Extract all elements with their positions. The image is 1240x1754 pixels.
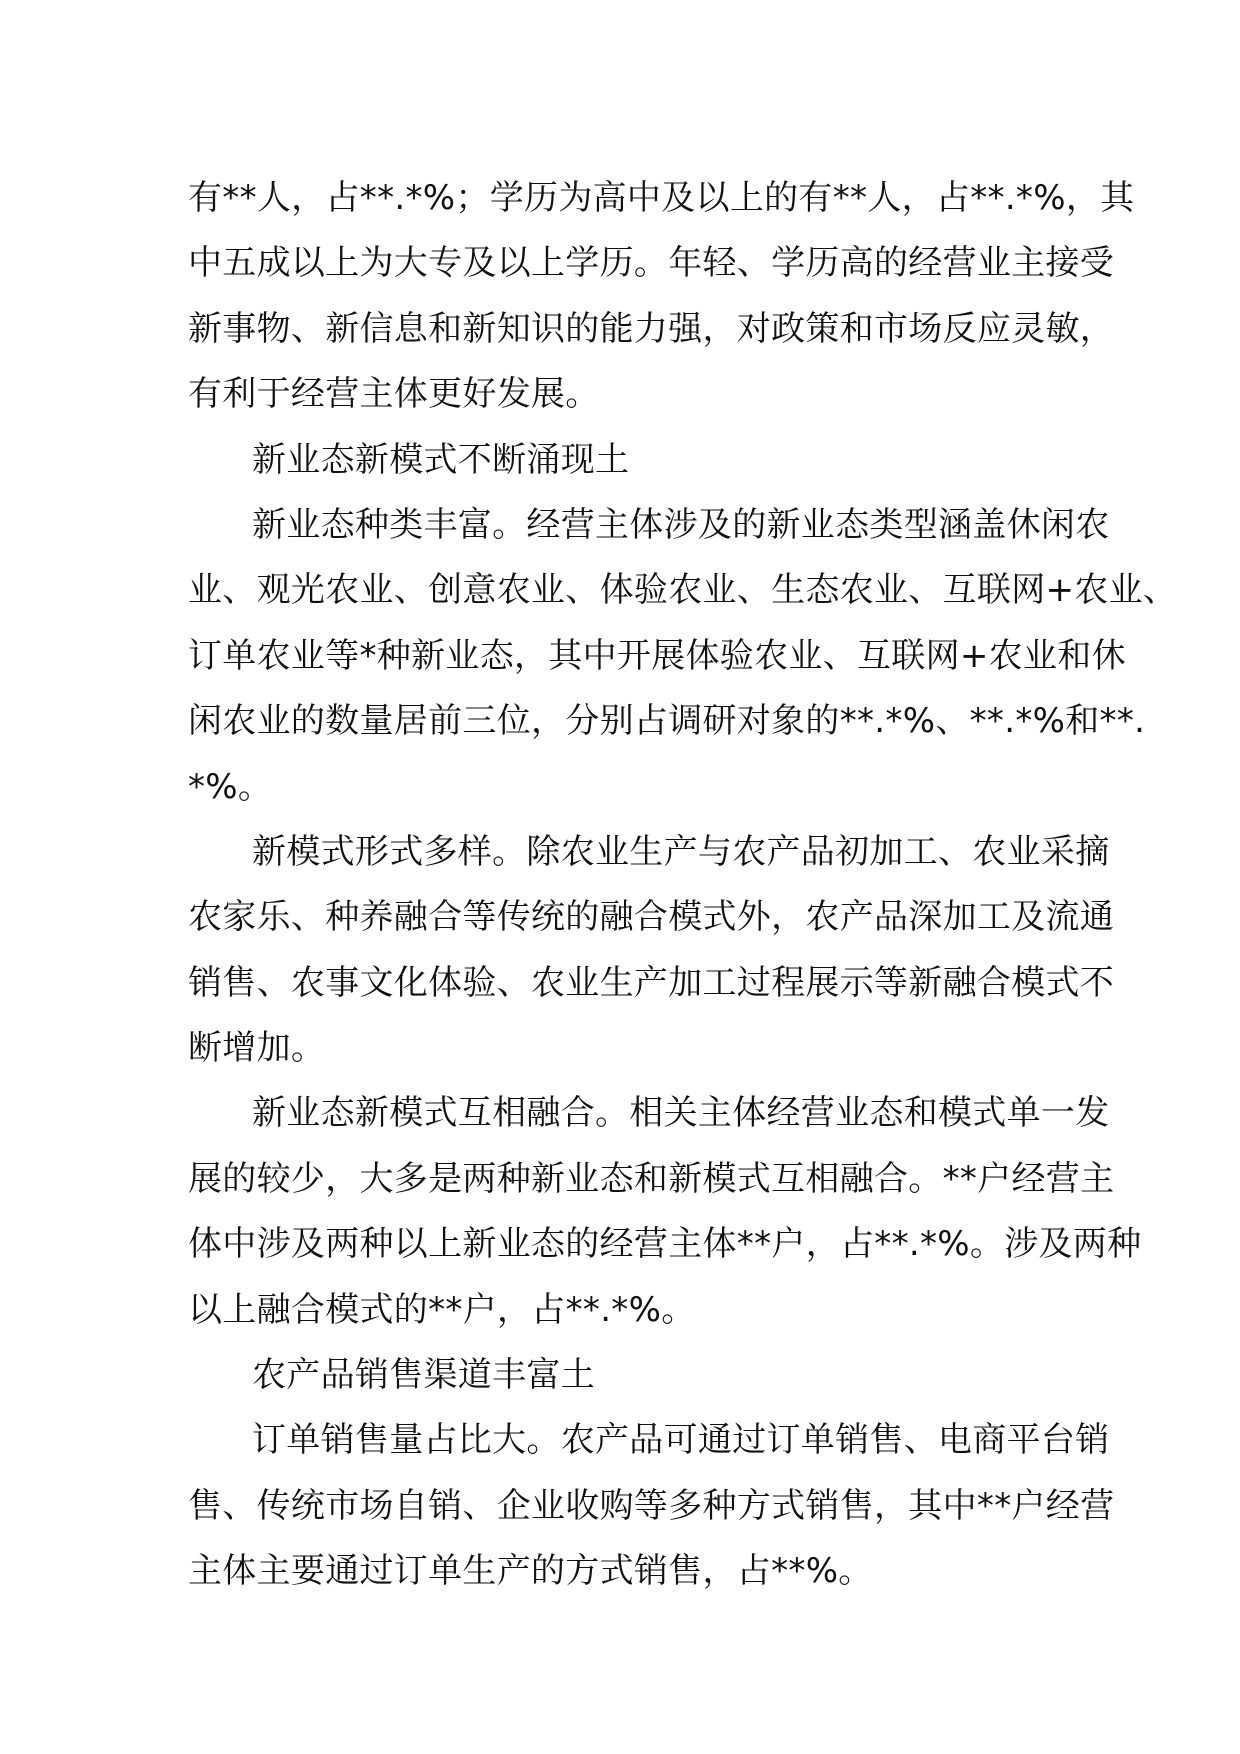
text-line: 闲农业的数量居前三位，分别占调研对象的**.*%、**.*%和**. — [188, 701, 1146, 742]
text-line: 售、传统市场自销、企业收购等多种方式销售，其中**户经营 — [188, 1485, 1115, 1526]
document-page — [188, 166, 1178, 1605]
text-line: 主体主要通过订单生产的方式销售，占**%。 — [188, 1551, 873, 1592]
text-line: 展的较少，大多是两种新业态和新模式互相融合。**户经营主 — [188, 1158, 1115, 1199]
text-line: 新事物、新信息和新知识的能力强，对政策和市场反应灵敏， — [188, 308, 1115, 349]
paragraph-start: 新模式形式多样。除农业生产与农产品初加工、农业采摘 — [252, 831, 1110, 872]
text-line: 农家乐、种养融合等传统的融合模式外，农产品深加工及流通 — [188, 897, 1115, 938]
paragraph-start: 新业态种类丰富。经营主体涉及的新业态类型涵盖休闲农 — [252, 504, 1110, 545]
text-line: 销售、农事文化体验、农业生产加工过程展示等新融合模式不 — [188, 962, 1115, 1003]
text-line: 体中涉及两种以上新业态的经营主体**户，占**.*%。涉及两种 — [188, 1224, 1142, 1265]
text-line: 订单农业等*种新业态，其中开展体验农业、互联网+农业和休 — [188, 635, 1126, 676]
text-line: 有**人，占**.*%；学历为高中及以上的有**人，占**.*%，其 — [188, 178, 1135, 218]
text-line: 以上融合模式的**户，占**.*%。 — [188, 1289, 696, 1330]
text-line: 业、观光农业、创意农业、体验农业、生态农业、互联网+农业、 — [188, 570, 1178, 611]
paragraph-start: 订单销售量占比大。农产品可通过订单销售、电商平台销 — [252, 1420, 1110, 1461]
text-line: 有利于经营主体更好发展。 — [188, 374, 600, 415]
section-heading: 农产品销售渠道丰富土 — [252, 1355, 595, 1396]
text-line: 中五成以上为大专及以上学历。年轻、学历高的经营业主接受 — [188, 243, 1115, 284]
text-line: 断增加。 — [188, 1028, 326, 1069]
paragraph-start: 新业态新模式互相融合。相关主体经营业态和模式单一发 — [252, 1093, 1110, 1134]
section-heading: 新业态新模式不断涌现土 — [252, 439, 630, 480]
text-line: *%。 — [188, 766, 273, 807]
